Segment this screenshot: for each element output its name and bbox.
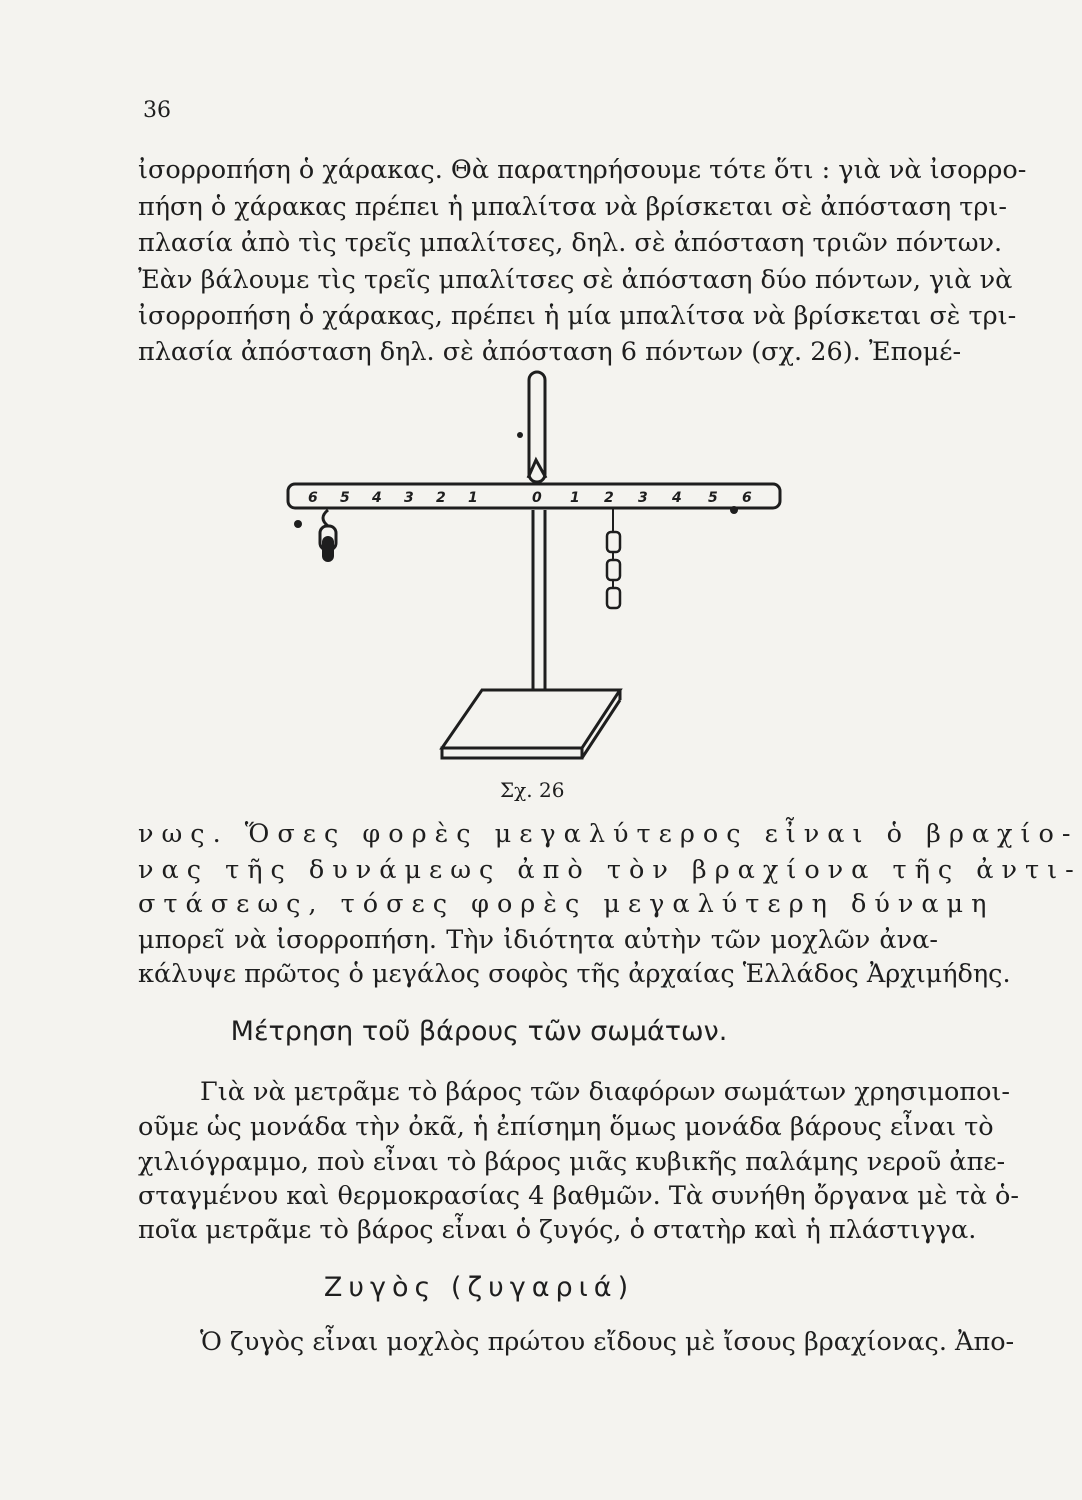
text-line: νως. Ὅσες φορὲς μεγαλύτερος εἶναι ὁ βραχίο- [138, 819, 1079, 849]
scale-label: 4 [372, 490, 382, 506]
figure-caption: Σχ. 26 [500, 778, 565, 802]
scale-label: 6 [308, 490, 318, 506]
text-line: Ὁ ζυγὸς εἶναι μοχλὸς πρώτου εἴδους μὲ ἴσους βραχίονας. Ἀπο- [200, 1327, 1015, 1357]
text-line: πλασία ἀπὸ τὶς τρεῖς μπαλίτσες, δηλ. σὲ ἀπόσταση τριῶν πόντων. [138, 228, 1003, 258]
text-line: Γιὰ νὰ μετρᾶμε τὸ βάρος τῶν διαφόρων σωμάτων χρησιμοποι- [200, 1077, 1011, 1107]
text-line: στάσεως, τόσες φορὲς μεγαλύτερη δύναμη [138, 889, 995, 919]
scale-label: 4 [672, 490, 682, 506]
text-line: Ἐὰν βάλουμε τὶς τρεῖς μπαλίτσες σὲ ἀπόσταση δύο πόντων, γιὰ νὰ [138, 265, 1013, 295]
scale-label: 3 [638, 490, 648, 506]
text-line: ἰσορροπήση ὁ χάρακας, πρέπει ἡ μία μπαλίτσα νὰ βρίσκεται σὲ τρι- [138, 301, 1017, 331]
page-number: 36 [143, 98, 171, 123]
scale-label: 5 [340, 490, 350, 506]
scale-label: 3 [404, 490, 414, 506]
stand-base [442, 690, 620, 758]
text-line: οῦμε ὡς μονάδα τὴν ὀκᾶ, ἡ ἐπίσημη ὅμως μονάδα βάρους εἶναι τὸ [138, 1112, 994, 1142]
text-line: ποῖα μετρᾶμε τὸ βάρος εἶναι ὁ ζυγός, ὁ στατὴρ καὶ ἡ πλάστιγγα. [138, 1215, 977, 1245]
text-line: νας τῆς δυνάμεως ἀπὸ τὸν βραχίονα τῆς ἀντι- [138, 855, 1082, 885]
section-heading: Ζυγὸς (ζυγαριά) [323, 1272, 635, 1303]
text-line: πλασία ἀπόσταση δηλ. σὲ ἀπόσταση 6 πόντων (σχ. 26). Ἐπομέ- [138, 337, 962, 367]
scale-label: 5 [708, 490, 718, 506]
section-heading: Μέτρηση τοῦ βάρους τῶν σωμάτων. [230, 1016, 728, 1047]
scale-label: 6 [742, 490, 752, 506]
text-line: χιλιόγραμμο, ποὺ εἶναι τὸ βάρος μιᾶς κυβικῆς παλάμης νεροῦ ἀπε- [138, 1147, 1006, 1177]
text-line: ἰσορροπήση ὁ χάρακας. Θὰ παρατηρήσουμε τότε ὅτι : γιὰ νὰ ἰσορρο- [138, 155, 1027, 185]
text-line: μπορεῖ νὰ ἰσορροπήση. Τὴν ἰδιότητα αὐτὴν τῶν μοχλῶν ἀνα- [138, 925, 938, 955]
left-weight [294, 510, 336, 562]
scale-label: 1 [570, 490, 580, 506]
lever-balance-figure [270, 360, 790, 780]
scale-label: 2 [436, 490, 446, 506]
scale-label: 0 [532, 490, 542, 506]
text-line: πήση ὁ χάρακας πρέπει ἡ μπαλίτσα νὰ βρίσκεται σὲ ἀπόσταση τρι- [138, 192, 1007, 222]
pivot-hook [528, 460, 546, 478]
scale-label: 1 [468, 490, 478, 506]
right-weights [607, 506, 738, 608]
text-line: κάλυψε πρῶτος ὁ μεγάλος σοφὸς τῆς ἀρχαίας Ἑλλάδος Ἀρχιμήδης. [138, 959, 1011, 989]
rod-top [529, 372, 545, 482]
text-line: σταγμένου καὶ θερμοκρασίας 4 βαθμῶν. Τὰ συνήθη ὄργανα μὲ τὰ ὁ- [138, 1181, 1019, 1211]
scale-label: 2 [604, 490, 614, 506]
